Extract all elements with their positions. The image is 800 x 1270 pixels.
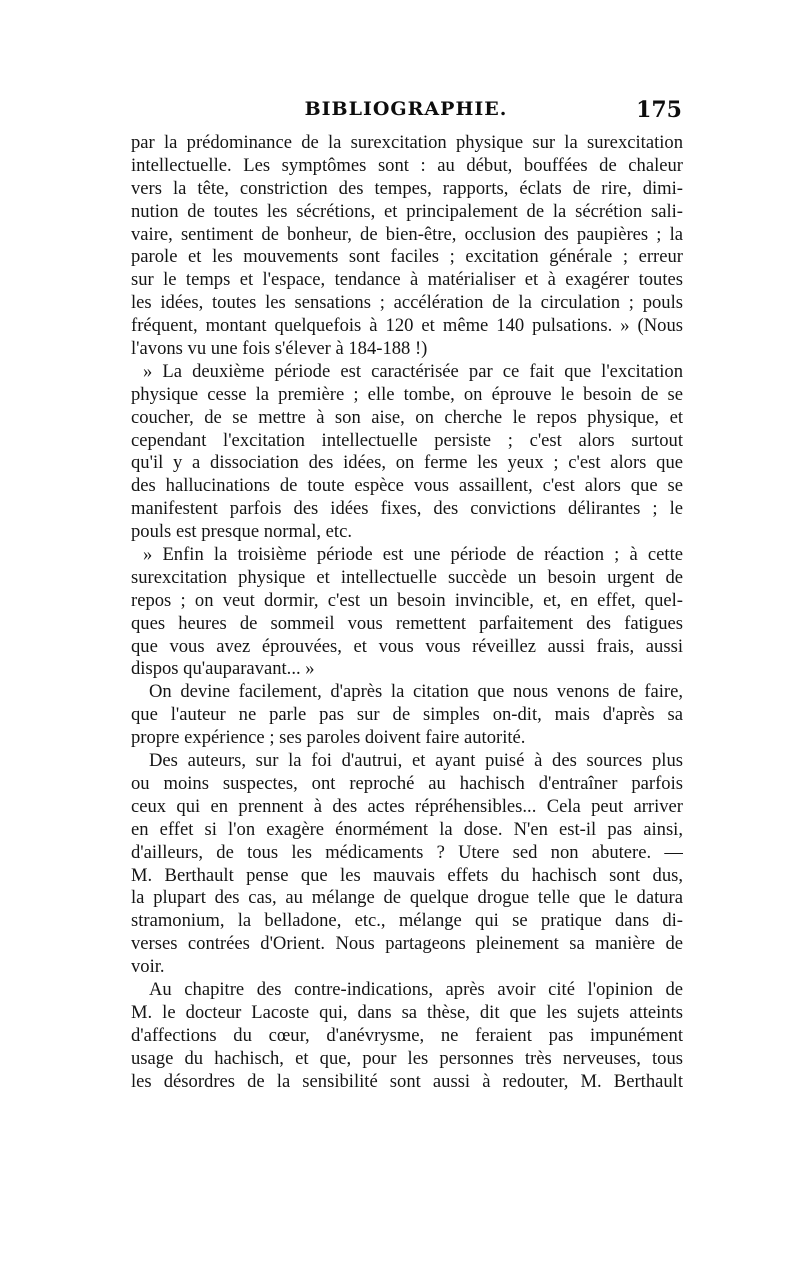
- text-line: verses contrées d'Orient. Nous partageons pleinement sa manière de: [131, 933, 683, 955]
- text-line: On devine facilement, d'après la citation que nous venons de faire,: [149, 681, 683, 703]
- text-line: voir.: [131, 956, 165, 978]
- running-title: BIBLIOGRAPHIE.: [304, 98, 508, 120]
- text-line: propre expérience ; ses paroles doivent faire autorité.: [131, 727, 526, 749]
- text-line: intellectuelle. Les symptômes sont : au début, bouffées de chaleur: [131, 154, 683, 176]
- text-line: d'ailleurs, de tous les médicaments ? Utere sed non abutere. —: [131, 841, 683, 863]
- text-line: qu'il y a dissociation des idées, on ferme les yeux ; c'est alors que: [131, 452, 683, 474]
- text-line: M. Berthault pense que les mauvais effets du hachisch sont dus,: [131, 864, 683, 886]
- text-line: Au chapitre des contre-indications, après avoir cité l'opinion de: [149, 978, 683, 1000]
- text-line: par la prédominance de la surexcitation physique sur la surexcitation: [131, 132, 683, 153]
- running-header: [130, 98, 682, 128]
- text-line: Des auteurs, sur la foi d'autrui, et ayant puisé à des sources plus: [149, 750, 683, 772]
- paragraph: [131, 132, 683, 361]
- text-line: nution de toutes les sécrétions, et principalement de la sécrétion sali-: [131, 200, 683, 222]
- text-line: ques heures de sommeil vous remettent parfaitement des fatigues: [131, 612, 683, 634]
- text-line: usage du hachisch, et que, pour les personnes très nerveuses, tous: [131, 1047, 683, 1069]
- paragraph: [131, 544, 683, 681]
- text-line: parole et les mouvements sont faciles ; excitation générale ; erreur: [131, 246, 683, 268]
- page-number: 175: [636, 97, 682, 123]
- text-line: l'avons vu une fois s'élever à 184-188 !): [131, 338, 428, 360]
- text-line: sur le temps et l'espace, tendance à matérialiser et à exagérer toutes: [131, 269, 683, 291]
- text-line: ou moins suspectes, ont reproché au hachisch d'entraîner parfois: [131, 772, 683, 794]
- text-line: les idées, toutes les sensations ; accélération de la circulation ; pouls: [131, 292, 683, 314]
- text-line: fréquent, montant quelquefois à 120 et même 140 pulsations. » (Nous: [131, 315, 683, 337]
- text-line: coucher, de se mettre à son aise, on cherche le repos physique, et: [131, 406, 683, 428]
- text-line: des hallucinations de toute espèce vous assaillent, c'est alors que se: [131, 475, 683, 497]
- text-line: dispos qu'auparavant... »: [131, 658, 315, 680]
- text-line: que l'auteur ne parle pas sur de simples on-dit, mais d'après sa: [131, 704, 683, 726]
- text-line: » Enfin la troisième période est une période de réaction ; à cette: [143, 544, 683, 566]
- paragraph: [131, 750, 683, 979]
- text-line: M. le docteur Lacoste qui, dans sa thèse, dit que les sujets atteints: [131, 1001, 683, 1023]
- paragraph: [131, 681, 683, 750]
- paragraph: [131, 361, 683, 544]
- text-line: physique cesse la première ; elle tombe, on éprouve le besoin de se: [131, 383, 683, 405]
- text-line: ceux qui en prennent à des actes répréhensibles... Cela peut arriver: [131, 795, 683, 817]
- text-line: manifestent parfois des idées fixes, des convictions délirantes ; le: [131, 498, 683, 520]
- text-line: que vous avez éprouvées, et vous vous réveillez aussi frais, aussi: [131, 635, 683, 657]
- text-line: vers la tête, constriction des tempes, rapports, éclats de rire, dimi-: [131, 177, 683, 199]
- paragraph: [131, 979, 683, 1093]
- text-line: surexcitation physique et intellectuelle succède un besoin urgent de: [131, 566, 683, 588]
- text-line: vaire, sentiment de bonheur, de bien-être, occlusion des paupières ; la: [131, 223, 683, 245]
- text-line: stramonium, la belladone, etc., mélange qui se pratique dans di-: [131, 910, 683, 932]
- text-line: d'affections du cœur, d'anévrysme, ne feraient pas impunément: [131, 1024, 683, 1046]
- text-line: cependant l'excitation intellectuelle persiste ; c'est alors surtout: [131, 429, 683, 451]
- text-line: repos ; on veut dormir, c'est un besoin invincible, et, en effet, quel-: [131, 589, 683, 611]
- text-line: la plupart des cas, au mélange de quelque drogue telle que le datura: [131, 887, 683, 909]
- text-line: en effet si l'on exagère énormément la dose. N'en est-il pas ainsi,: [131, 818, 683, 840]
- text-line: les désordres de la sensibilité sont aussi à redouter, M. Berthault: [131, 1070, 683, 1092]
- text-line: pouls est presque normal, etc.: [131, 521, 353, 543]
- text-block: [131, 132, 683, 1093]
- text-line: » La deuxième période est caractérisée par ce fait que l'excitation: [143, 360, 683, 382]
